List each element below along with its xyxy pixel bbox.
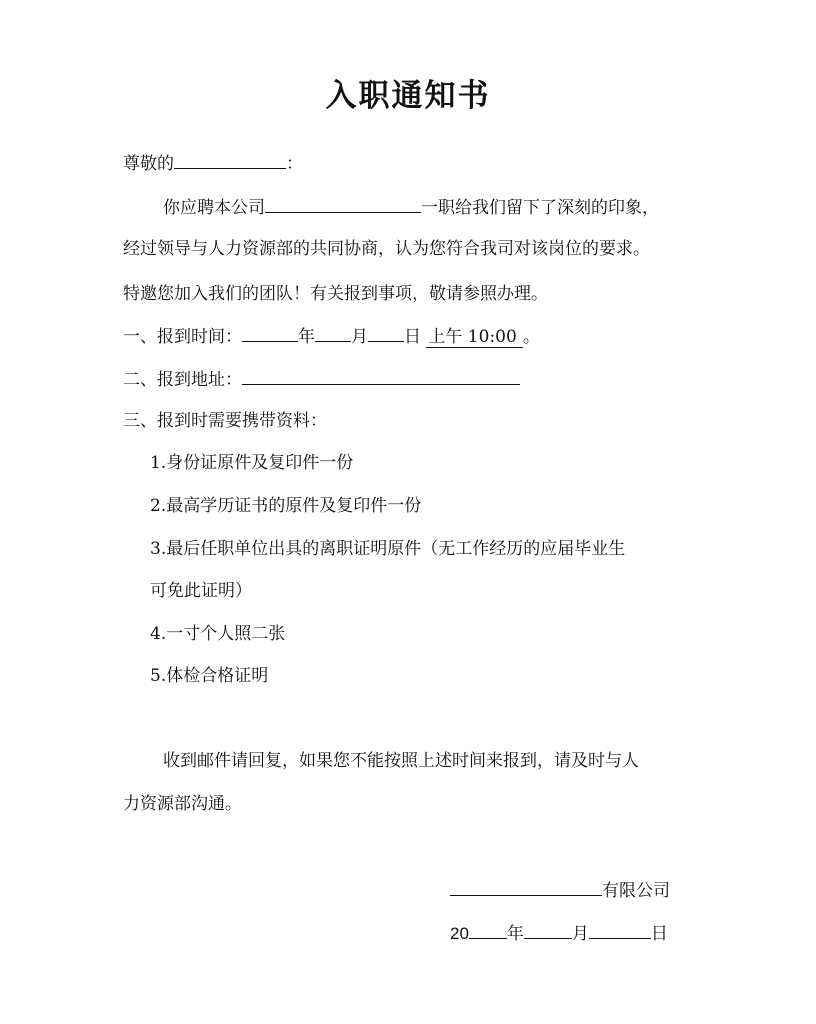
closing-line1: 收到邮件请回复，如果您不能按照上述时间来报到，请及时与人 [163, 751, 639, 771]
day-label: 日 [404, 327, 421, 347]
para1-line3: 特邀您加入我们的团队！有关报到事项，敬请参照办理。 [123, 284, 548, 304]
salutation-line [123, 150, 303, 176]
closing-line2: 力资源部沟通。 [123, 794, 242, 814]
position-blank [265, 194, 421, 213]
report-time-label: 一、报到时间： [123, 327, 242, 347]
month-blank [315, 323, 351, 342]
para1-line1-start: 你应聘本公司 [163, 198, 265, 218]
sig-year-blank [469, 920, 507, 939]
material-item: 5.体检合格证明 [150, 666, 269, 686]
year-blank [242, 323, 298, 342]
day-blank [368, 323, 404, 342]
document-title: 入职通知书 [325, 78, 491, 114]
report-time-value: 上午 10:00 [426, 327, 522, 348]
company-signature-line [450, 877, 670, 903]
report-address-label: 二、报到地址： [123, 370, 242, 390]
material-item: 3.最后任职单位出具的离职证明原件（无工作经历的应届毕业生 [150, 539, 626, 559]
sig-day-blank [589, 920, 651, 939]
sig-month-blank [524, 920, 572, 939]
report-address-line [123, 366, 520, 392]
company-name-blank [450, 877, 602, 896]
salutation-colon: ： [286, 154, 303, 174]
year-label: 年 [298, 327, 315, 347]
material-item-continuation: 可免此证明） [150, 581, 252, 601]
material-item: 4.一寸个人照二张 [150, 624, 286, 644]
sig-month-label: 月 [571, 924, 589, 944]
month-label: 月 [351, 327, 368, 347]
material-item: 1.身份证原件及复印件一份 [150, 453, 354, 473]
report-time-line [123, 323, 540, 349]
company-suffix: 有限公司 [602, 881, 670, 901]
para1-line2: 经过领导与人力资源部的共同协商，认为您符合我司对该岗位的要求。 [123, 239, 650, 259]
material-item: 2.最高学历证书的原件及复印件一份 [150, 496, 422, 516]
address-blank [242, 366, 520, 385]
candidate-name-blank [174, 150, 286, 169]
sig-year-label: 年 [506, 924, 524, 944]
sig-day-label: 日 [650, 924, 668, 944]
materials-heading: 三、报到时需要携带资料： [123, 411, 327, 431]
date-year-prefix: 20 [450, 924, 469, 943]
report-time-end: 。 [522, 327, 540, 347]
signature-date-line [450, 920, 668, 946]
para1-line1-end: 一职给我们留下了深刻的印象， [421, 198, 659, 218]
salutation-text: 尊敬的 [123, 154, 174, 174]
para1-line1 [163, 194, 659, 220]
